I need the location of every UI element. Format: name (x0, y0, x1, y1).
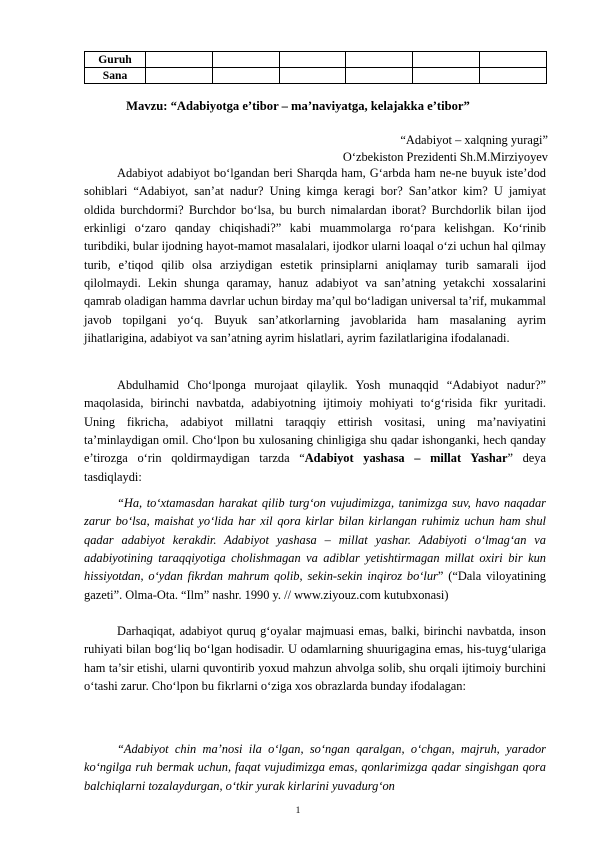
group-row (85, 52, 547, 68)
group-label: Guruh (85, 52, 146, 68)
epigraph (343, 132, 548, 166)
paragraph-2 (84, 376, 546, 486)
paragraph-2-end: ” deya tasdiqlaydi: (84, 451, 546, 484)
epigraph-author: O‘zbekiston Prezidenti Sh.M.Mirziyoyev (342, 150, 548, 164)
date-cell (212, 68, 279, 84)
date-cell (413, 68, 480, 84)
group-cell (480, 52, 547, 68)
group-date-table (84, 51, 547, 84)
date-label: Sana (85, 68, 146, 84)
date-cell (346, 68, 413, 84)
quote-1-source: ” (“Dala viloyatining gazeti”. Olma-Ota. “Ilm” nashr. 1990 y. // www.ziyouz.com kutubxonasi) (84, 569, 546, 602)
paragraph-1: Adabiyot adabiyot bo‘lgandan beri Sharqda ham, G‘arbda ham ne-ne buyuk iste’dod sohiblari “Adabiyot, san’at nadur? Uning kimga keragi bor? San’atkor kim? U jamiyat oldida burchdormi? Burchdor bo‘lsa, bu burch nimalardan iborat? Burchdorlik bilan ijod erkinligi o‘zaro qanday chiqishadi?” kabi muammolarga ro‘para kelishgan. Ko‘rinib turibdiki, bular ijodning hayot-mamot masalalari, ijodkor ularni loaqal o‘zi uchun hal qilmay turib, e’tiqod qilib olsa arziydigan estetik prinsiplarni aniqlamay turib samarali ijod qilolmaydi. Lekin shunga qaramay, hanuz adabiyot va san’atning yetakchi xossalarini qamrab oladigan hamma davrlar uchun birday ma’qul bo‘ladigan universal ta’rif, mukammal javob topilgani yo‘q. Buyuk san’atkorlarning javoblarida ham masalaning ayrim jihatlarigina, adabiyot va san’atning ayrim hislatlari, ayrim fazilatlarigina ifodalanadi. (84, 166, 546, 346)
epigraph-quote: “Adabiyot – xalqning yuragi” (400, 133, 548, 147)
paragraph-2-emphasis: Adabiyot yashasa – millat Yashar (304, 451, 508, 466)
group-cell (346, 52, 413, 68)
document-title: Mavzu: “Adabiyotga e’tibor – ma’naviyatga, kelajakka e’tibor” (126, 99, 470, 113)
date-cell (480, 68, 547, 84)
group-cell (146, 52, 213, 68)
date-cell (279, 68, 346, 84)
page-number: 1 (295, 806, 301, 816)
paragraph-4: Darhaqiqat, adabiyot quruq g‘oyalar majmuasi emas, balki, birinchi navbatda, inson ruhiyati bilan bog‘liq bo‘lgan hodisadir. U odamlarning shuurigagina emas, his-tuyg‘ulariga ham ta’sir etishi, ularni quvontirib yoxud mahzun ahvolga solib, shu orqali ijtimoiy burchini o‘tashi zarur. Cho‘lpon bu fikrlarni o‘ziga xos obrazlarda bunday ifodalagan: (84, 624, 546, 694)
date-row (85, 68, 547, 84)
paragraph-2-text: Abdulhamid Cho‘lponga murojaat qilaylik. Yosh munaqqid “Adabiyot nadur?” maqolasida, birinchi navbatda, adabiyotning ijtimoiy mohiyati to‘g‘risida fikr yuritadi. Uning fikricha, adabiyot millatni taraqqiy ettirish vositasi, uning ma’naviyatini ta’minlaydigan omil. Cho‘lpon bu xulosaning chinligiga shu qadar ishonganki, hech qanday e’tirozga o‘rin qoldirmaydigan tarzda “ (84, 378, 546, 466)
quote-paragraph-1 (84, 494, 546, 604)
date-cell (146, 68, 213, 84)
quote-1-text: “Ha, to‘xtamasdan harakat qilib turg‘on vujudimizga, tanimizga suv, havo naqadar zarur bo‘lsa, maishat yo‘lida har xil qora kirlar bilan kirlangan ruhimiz uchun ham shul qadar adabiyot kerakdir. Adabiyot yashasa – millat yashar. Adabiyoti o‘lmag‘an va adabiyotining taraqqiyotiga cholishmagan va adiblar yetishtirmagan millat oxiri bir kun hissiyotdan, o‘ydan fikrdan mahrum qolib, sekin-sekin inqiroz bo‘lur (84, 496, 546, 584)
group-cell (212, 52, 279, 68)
quote-paragraph-2: “Adabiyot chin ma’nosi ila o‘lgan, so‘ngan qaralgan, o‘chgan, majruh, yarador ko‘ngilga ruh bermak uchun, faqat vujudimizga emas, qonlarimizga qadar singishgan qora balchiqlarni tozalaydurgan, o‘tkir yurak kirlarini yuvadurg‘on (84, 742, 546, 793)
group-cell (279, 52, 346, 68)
group-cell (413, 52, 480, 68)
